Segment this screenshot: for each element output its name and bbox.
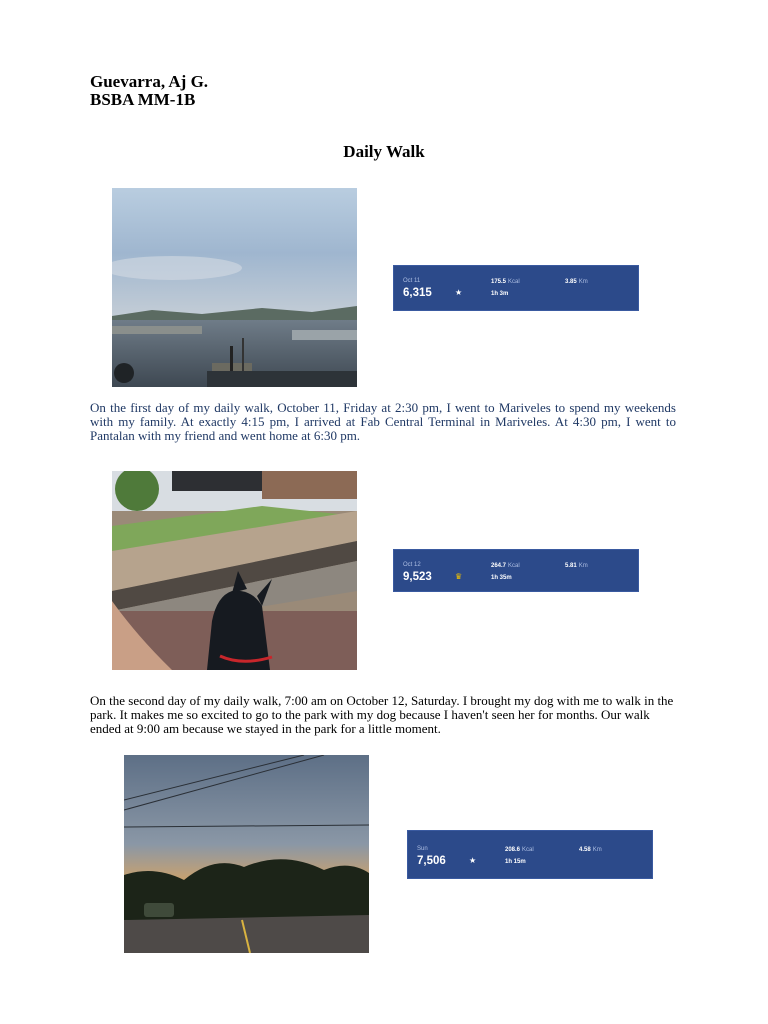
card-duration: 1h 15m xyxy=(505,859,526,865)
card-steps: 7,506 xyxy=(417,855,446,867)
card-kcal: 175.5 Kcal xyxy=(491,279,520,285)
walk-stats-card xyxy=(393,549,639,592)
star-icon: ★ xyxy=(455,288,463,297)
sunset-road-photo xyxy=(124,755,369,953)
card-date: Oct 11 xyxy=(403,278,421,284)
card-distance: 4.58 Km xyxy=(579,847,602,853)
harbor-photo xyxy=(112,188,357,387)
park-dog-photo xyxy=(112,471,357,670)
card-duration: 1h 35m xyxy=(491,575,512,581)
card-steps: 6,315 xyxy=(403,287,432,299)
card-distance: 3.85 Km xyxy=(565,279,588,285)
crown-icon: ♛ xyxy=(455,572,463,581)
entry-paragraph: On the first day of my daily walk, October 11, Friday at 2:30 pm, I went to Mariveles to spend my weekends with my family. At exactly 4:15 pm, I arrived at Fab Central Terminal in Mariveles. At 4:30 pm, I went to Pantalan with my friend and went home at 6:30 pm. xyxy=(90,400,676,443)
card-distance: 5.81 Km xyxy=(565,563,588,569)
card-date: Oct 12 xyxy=(403,562,421,568)
entry-paragraph: On the second day of my daily walk, 7:00 am on October 12, Saturday. I brought my dog with me to walk in the park. It makes me so excited to go to the park with my dog because I haven't seen her for months. Our walk ended at 9:00 am because we stayed in the park for a little moment. xyxy=(90,693,674,736)
walk-stats-card xyxy=(393,265,639,311)
student-name: Guevarra, Aj G. xyxy=(90,72,209,91)
card-kcal: 208.6 Kcal xyxy=(505,847,534,853)
walk-stats-card xyxy=(407,830,653,879)
page-title: Daily Walk xyxy=(343,142,425,161)
card-kcal: 264.7 Kcal xyxy=(491,563,520,569)
card-duration: 1h 3m xyxy=(491,291,509,297)
card-date: Sun xyxy=(417,846,428,852)
card-steps: 9,523 xyxy=(403,571,432,583)
student-course: BSBA MM-1B xyxy=(90,90,196,109)
star-icon: ★ xyxy=(469,856,477,865)
